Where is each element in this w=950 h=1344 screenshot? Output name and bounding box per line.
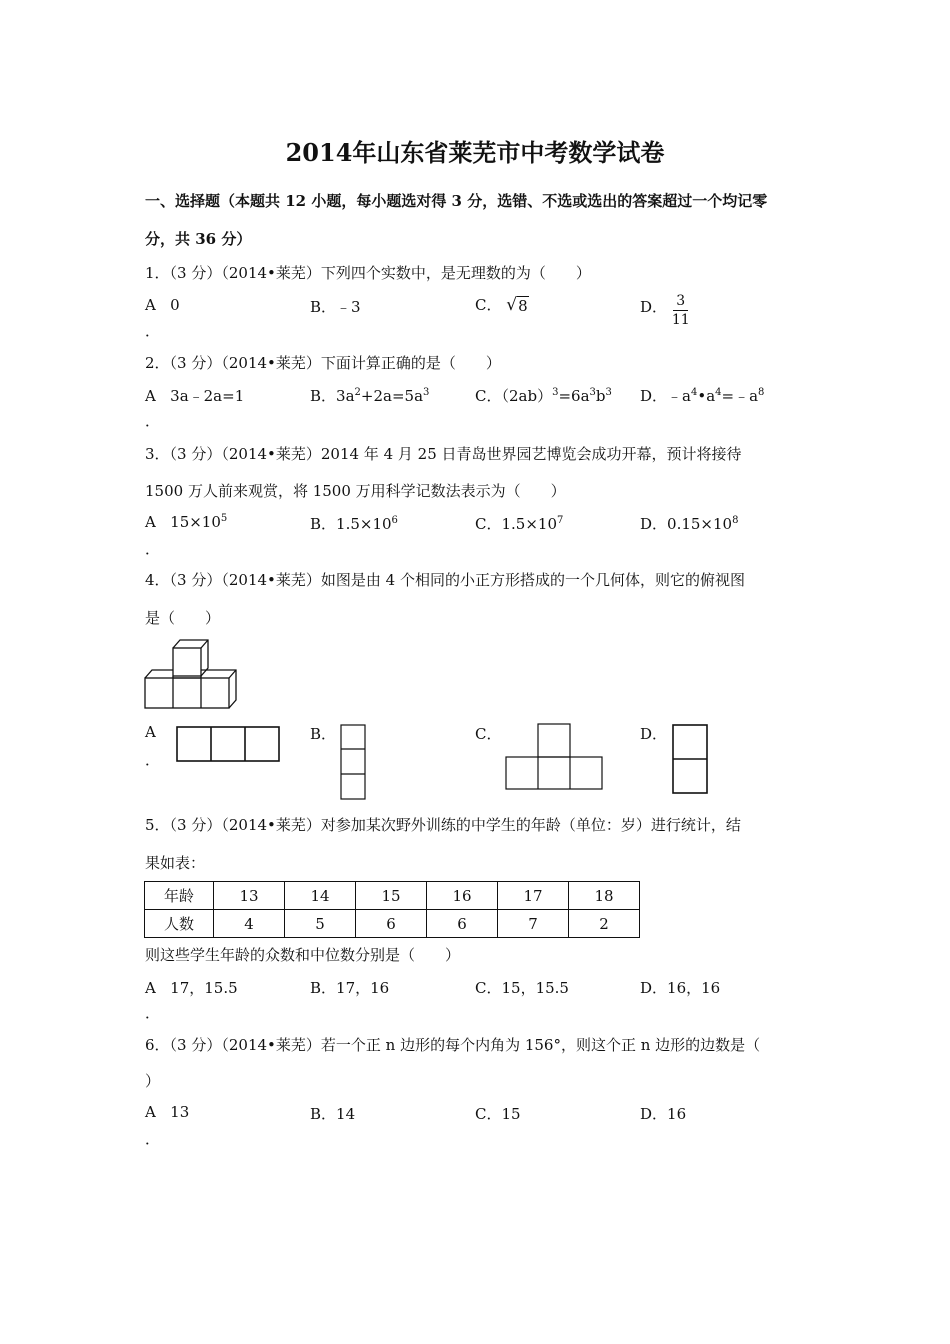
option-label-d: D． bbox=[640, 387, 668, 405]
section-heading-line1: 一、选择题（本题共 12 小题，每小题选对得 3 分，选错、不选或选出的答案超过一个均记零 bbox=[145, 192, 768, 210]
option-a-dot: ． bbox=[145, 751, 161, 769]
q2-option-a-text: 3a﹣2a=1 bbox=[170, 387, 245, 405]
option-label-d: D． bbox=[640, 515, 668, 533]
table-cell: 15 bbox=[356, 882, 427, 910]
q5-option-d-text: 16，16 bbox=[667, 979, 721, 997]
option-label-b: B． bbox=[310, 515, 337, 533]
q5-option-b-text: 17，16 bbox=[336, 979, 390, 997]
q2-option-b: B．$3a^2+2a=5a^3$ bbox=[310, 387, 430, 405]
q6-option-c-text: 15 bbox=[501, 1105, 521, 1123]
q6-stem-line1: 6．（3 分）（2014•莱芜）若一个正 n 边形的每个内角为 156°，则这个正 n 边形的边数是（ bbox=[145, 1036, 761, 1054]
q5-option-c-text: 15，15.5 bbox=[501, 979, 569, 997]
q5-age-table bbox=[144, 881, 640, 938]
q4-option-d-label: D． bbox=[640, 725, 668, 743]
q6-option-d-text: 16 bbox=[667, 1105, 687, 1123]
q1-option-d bbox=[640, 293, 690, 328]
option-label-a: A bbox=[145, 296, 156, 314]
q1-option-a bbox=[145, 296, 180, 314]
q5-option-b bbox=[310, 977, 389, 998]
table-cell: 18 bbox=[569, 882, 640, 910]
option-label-c: C． bbox=[475, 387, 502, 405]
q4-option-d-figure bbox=[672, 724, 710, 796]
option-label-a: A bbox=[145, 1103, 156, 1121]
option-a-dot: ． bbox=[145, 1004, 161, 1022]
q4-option-b-figure bbox=[340, 724, 368, 802]
q6-option-b bbox=[310, 1103, 355, 1124]
q6-stem-line2: ） bbox=[145, 1072, 161, 1090]
q5-stem-line1: 5．（3 分）（2014•莱芜）对参加某次野外训练的中学生的年龄（单位：岁）进行统计，结 bbox=[145, 816, 741, 834]
q1-option-d-denominator: 11 bbox=[671, 312, 690, 328]
sqrt-expression: √ 8 bbox=[506, 295, 528, 315]
q3-option-b: B．$1.5\times 10^6$ bbox=[310, 515, 398, 533]
q3-option-a: A $15\times 10^5$ bbox=[145, 513, 228, 531]
q1-option-d-numerator: 3 bbox=[673, 294, 688, 311]
q6-option-c bbox=[475, 1103, 521, 1124]
table-cell: 13 bbox=[214, 882, 285, 910]
q4-cube-figure bbox=[140, 634, 250, 714]
fraction bbox=[672, 294, 690, 327]
option-a-dot: ． bbox=[145, 412, 161, 430]
table-cell: 17 bbox=[498, 882, 569, 910]
q3-option-c: C．$1.5\times 10^7$ bbox=[475, 515, 564, 533]
option-label-c: C． bbox=[475, 296, 502, 314]
option-a-dot: ． bbox=[145, 1130, 161, 1148]
q1-option-b bbox=[310, 296, 361, 317]
option-label-d: D． bbox=[640, 298, 668, 316]
table-header-age: 年龄 bbox=[145, 882, 214, 910]
table-cell: 2 bbox=[569, 910, 640, 938]
q4-stem-line2: 是（ ） bbox=[145, 609, 221, 627]
table-cell: 7 bbox=[498, 910, 569, 938]
option-label-d: D． bbox=[640, 979, 668, 997]
q6-option-a bbox=[145, 1103, 189, 1121]
option-label-c: C． bbox=[475, 979, 502, 997]
option-a-dot: ． bbox=[145, 322, 161, 340]
table-cell: 6 bbox=[427, 910, 498, 938]
table-cell: 6 bbox=[356, 910, 427, 938]
q4-stem-line1: 4．（3 分）（2014•莱芜）如图是由 4 个相同的小正方形搭成的一个几何体，则它的俯视图 bbox=[145, 571, 745, 589]
q1-option-a-text: 0 bbox=[170, 296, 180, 314]
q4-option-c-figure bbox=[505, 723, 605, 791]
option-label-b: B． bbox=[310, 387, 337, 405]
q3-stem-line2: 1500 万人前来观赏，将 1500 万用科学记数法表示为（ ） bbox=[145, 482, 566, 500]
q5-option-c bbox=[475, 977, 569, 998]
table-cell: 16 bbox=[427, 882, 498, 910]
q2-option-a bbox=[145, 385, 244, 406]
q6-option-d bbox=[640, 1103, 686, 1124]
table-cell: 5 bbox=[285, 910, 356, 938]
q2-option-d: D．$﹣a^4•a^4=﹣a^8$ bbox=[640, 387, 765, 405]
q1-option-b-text: ﹣3 bbox=[336, 298, 361, 316]
option-label-b: B． bbox=[310, 1105, 337, 1123]
q4-option-c-label: C． bbox=[475, 725, 502, 743]
table-row-age bbox=[145, 882, 640, 910]
option-label-b: B． bbox=[310, 979, 337, 997]
q1-option-c-radicand: 8 bbox=[518, 297, 528, 315]
option-label-a: A bbox=[145, 513, 156, 531]
q3-option-d: D．$0.15\times 10^8$ bbox=[640, 515, 739, 533]
q2-option-c: C．$(2ab)^3=6a^3b^3$ bbox=[475, 387, 612, 405]
q5-option-a-text: 17，15.5 bbox=[170, 979, 238, 997]
q6-option-b-text: 14 bbox=[336, 1105, 356, 1123]
page-title: 2014年山东省莱芜市中考数学试卷 bbox=[285, 138, 665, 167]
q5-option-a bbox=[145, 977, 238, 998]
option-label-c: C． bbox=[475, 515, 502, 533]
q5-question: 则这些学生年龄的众数和中位数分别是（ ） bbox=[145, 946, 461, 964]
option-label-c: C． bbox=[475, 1105, 502, 1123]
q4-option-a-figure bbox=[176, 726, 282, 764]
q2-stem: 2．（3 分）（2014•莱芜）下面计算正确的是（ ） bbox=[145, 354, 501, 372]
q1-option-c bbox=[475, 294, 529, 315]
table-row-count bbox=[145, 910, 640, 938]
q6-option-a-text: 13 bbox=[170, 1103, 190, 1121]
table-cell: 14 bbox=[285, 882, 356, 910]
q5-stem-line2: 果如表： bbox=[145, 854, 206, 872]
option-label-a: A bbox=[145, 387, 156, 405]
q5-option-d bbox=[640, 977, 720, 998]
q4-option-a-label: A bbox=[145, 723, 156, 741]
table-cell: 4 bbox=[214, 910, 285, 938]
q1-stem: 1．（3 分）（2014•莱芜）下列四个实数中，是无理数的为（ ） bbox=[145, 264, 591, 282]
option-label-a: A bbox=[145, 979, 156, 997]
option-label-b: B． bbox=[310, 298, 337, 316]
q4-option-b-label: B． bbox=[310, 725, 337, 743]
option-label-d: D． bbox=[640, 1105, 668, 1123]
table-header-count: 人数 bbox=[145, 910, 214, 938]
section-heading-line2: 分，共 36 分） bbox=[145, 230, 252, 248]
option-a-dot: ． bbox=[145, 540, 161, 558]
q3-stem-line1: 3．（3 分）（2014•莱芜）2014 年 4 月 25 日青岛世界园艺博览会成功开幕，预计将接待 bbox=[145, 445, 742, 463]
